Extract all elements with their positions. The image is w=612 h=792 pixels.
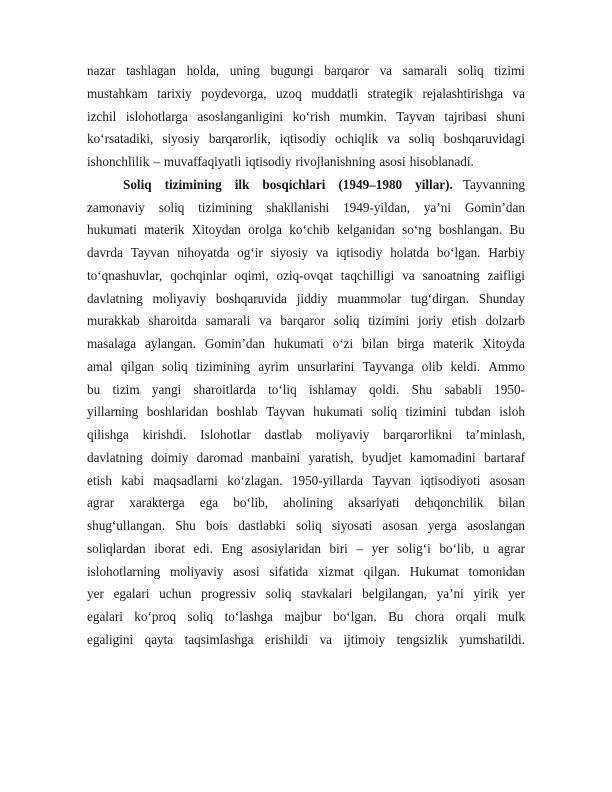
paragraph-1-line-1: nazar tashlagan holda, uning bugungi barqaror va samarali soliq tizimi [87, 63, 525, 78]
section-heading: Soliq tizimining ilk bosqichlari (1949–1980 yillar). [123, 176, 453, 192]
paragraph-2-line-7: murakkab sharoitda samarali va barqaror soliq tizimini joriy etish dolzarb [87, 313, 525, 329]
paragraph-2-line-9: amal qilgan soliq tizimining ayrim unsurlarini Tayvanga olib keldi. Ammo [87, 358, 525, 374]
paragraph-2-line-6: davlatning moliyaviy boshqaruvida jiddiy muammolar tug‘dirgan. Shunday [87, 290, 525, 306]
paragraph-1-line-3: izchil islohotlarga asoslanganligini ko‘rish mumkin. Tayvan tajribasi shuni [87, 108, 525, 124]
heading-line-rest: Tayvanning [462, 176, 525, 192]
paragraph-1-line-2: mustahkam tarixiy poydevorga, uzoq muddatli strategik rejalashtirishga va [87, 85, 525, 101]
paragraph-2-line-2: zamonaviy soliq tizimining shakllanishi 1949-yildan, ya’ni Gomin’dan [87, 199, 525, 215]
paragraph-2-line-20: egalari ko‘proq soliq to‘lashga majbur bo‘lgan. Bu chora orqali mulk [87, 609, 525, 624]
paragraph-2-line-1 [87, 174, 525, 197]
paragraph-2-line-4: davrda Tayvan nihoyatda og‘ir siyosiy va iqtisodiy holatda bo‘lgan. Harbiy [87, 245, 525, 260]
paragraph-2-line-19: yer egalari uchun progressiv soliq stavkalari belgilangan, ya’ni yirik yer [87, 586, 525, 602]
paragraph-2-line-13: davlatning doimiy daromad manbaini yaratish, byudjet kamomadini bartaraf [87, 449, 525, 465]
paragraph-2-line-10: bu tizim yangi sharoitlarda to‘liq ishlamay qoldi. Shu sababli 1950- [87, 381, 525, 397]
paragraph-2-line-17: soliqlardan iborat edi. Eng asosiylaridan biri – yer solig‘i bo‘lib, u agrar [87, 540, 525, 556]
paragraph-2-line-14: etish kabi maqsadlarni ko‘zlagan. 1950-yillarda Tayvan iqtisodiyoti asosan [87, 472, 525, 488]
paragraph-2-line-11: yillarning boshlaridan boshlab Tayvan hukumati soliq tizimini tubdan isloh [87, 404, 525, 420]
paragraph-2-line-16: shug‘ullangan. Shu bois dastlabki soliq siyosati asosan yerga asoslangan [87, 518, 525, 533]
paragraph-2-line-18: islohotlarning moliyaviy asosi sifatida xizmat qilgan. Hukumat tomonidan [87, 563, 525, 579]
paragraph-1-line-4: ko‘rsatadiki, siyosiy barqarorlik, iqtisodiy ochiqlik va soliq boshqaruvidagi [87, 131, 525, 147]
paragraph-2-line-8: masalaga aylangan. Gomin’dan hukumati o‘zi bilan birga materik Xitoyda [87, 336, 525, 351]
paragraph-2-line-12: qilishga kirishdi. Islohotlar dastlab moliyaviy barqarorlikni ta’minlash, [87, 427, 525, 442]
paragraph-1-line-5: ishonchlilik – muvaffaqiyatli iqtisodiy rivojlanishning asosi hisoblanadi. [87, 154, 474, 169]
document-body [87, 60, 525, 652]
paragraph-2-line-3: hukumati materik Xitoydan orolga ko‘chib kelganidan so‘ng boshlangan. Bu [87, 222, 525, 238]
paragraph-2-line-15: agrar xarakterga ega bo‘lib, aholining aksariyati dehqonchilik bilan [87, 495, 525, 511]
paragraph-2-line-21: egaligini qayta taqsimlashga erishildi va ijtimoiy tengsizlik yumshatildi. [87, 631, 525, 647]
paragraph-2-line-5: to‘qnashuvlar, qochqinlar oqimi, oziq-ovqat taqchilligi va sanoatning zaifligi [87, 267, 525, 283]
